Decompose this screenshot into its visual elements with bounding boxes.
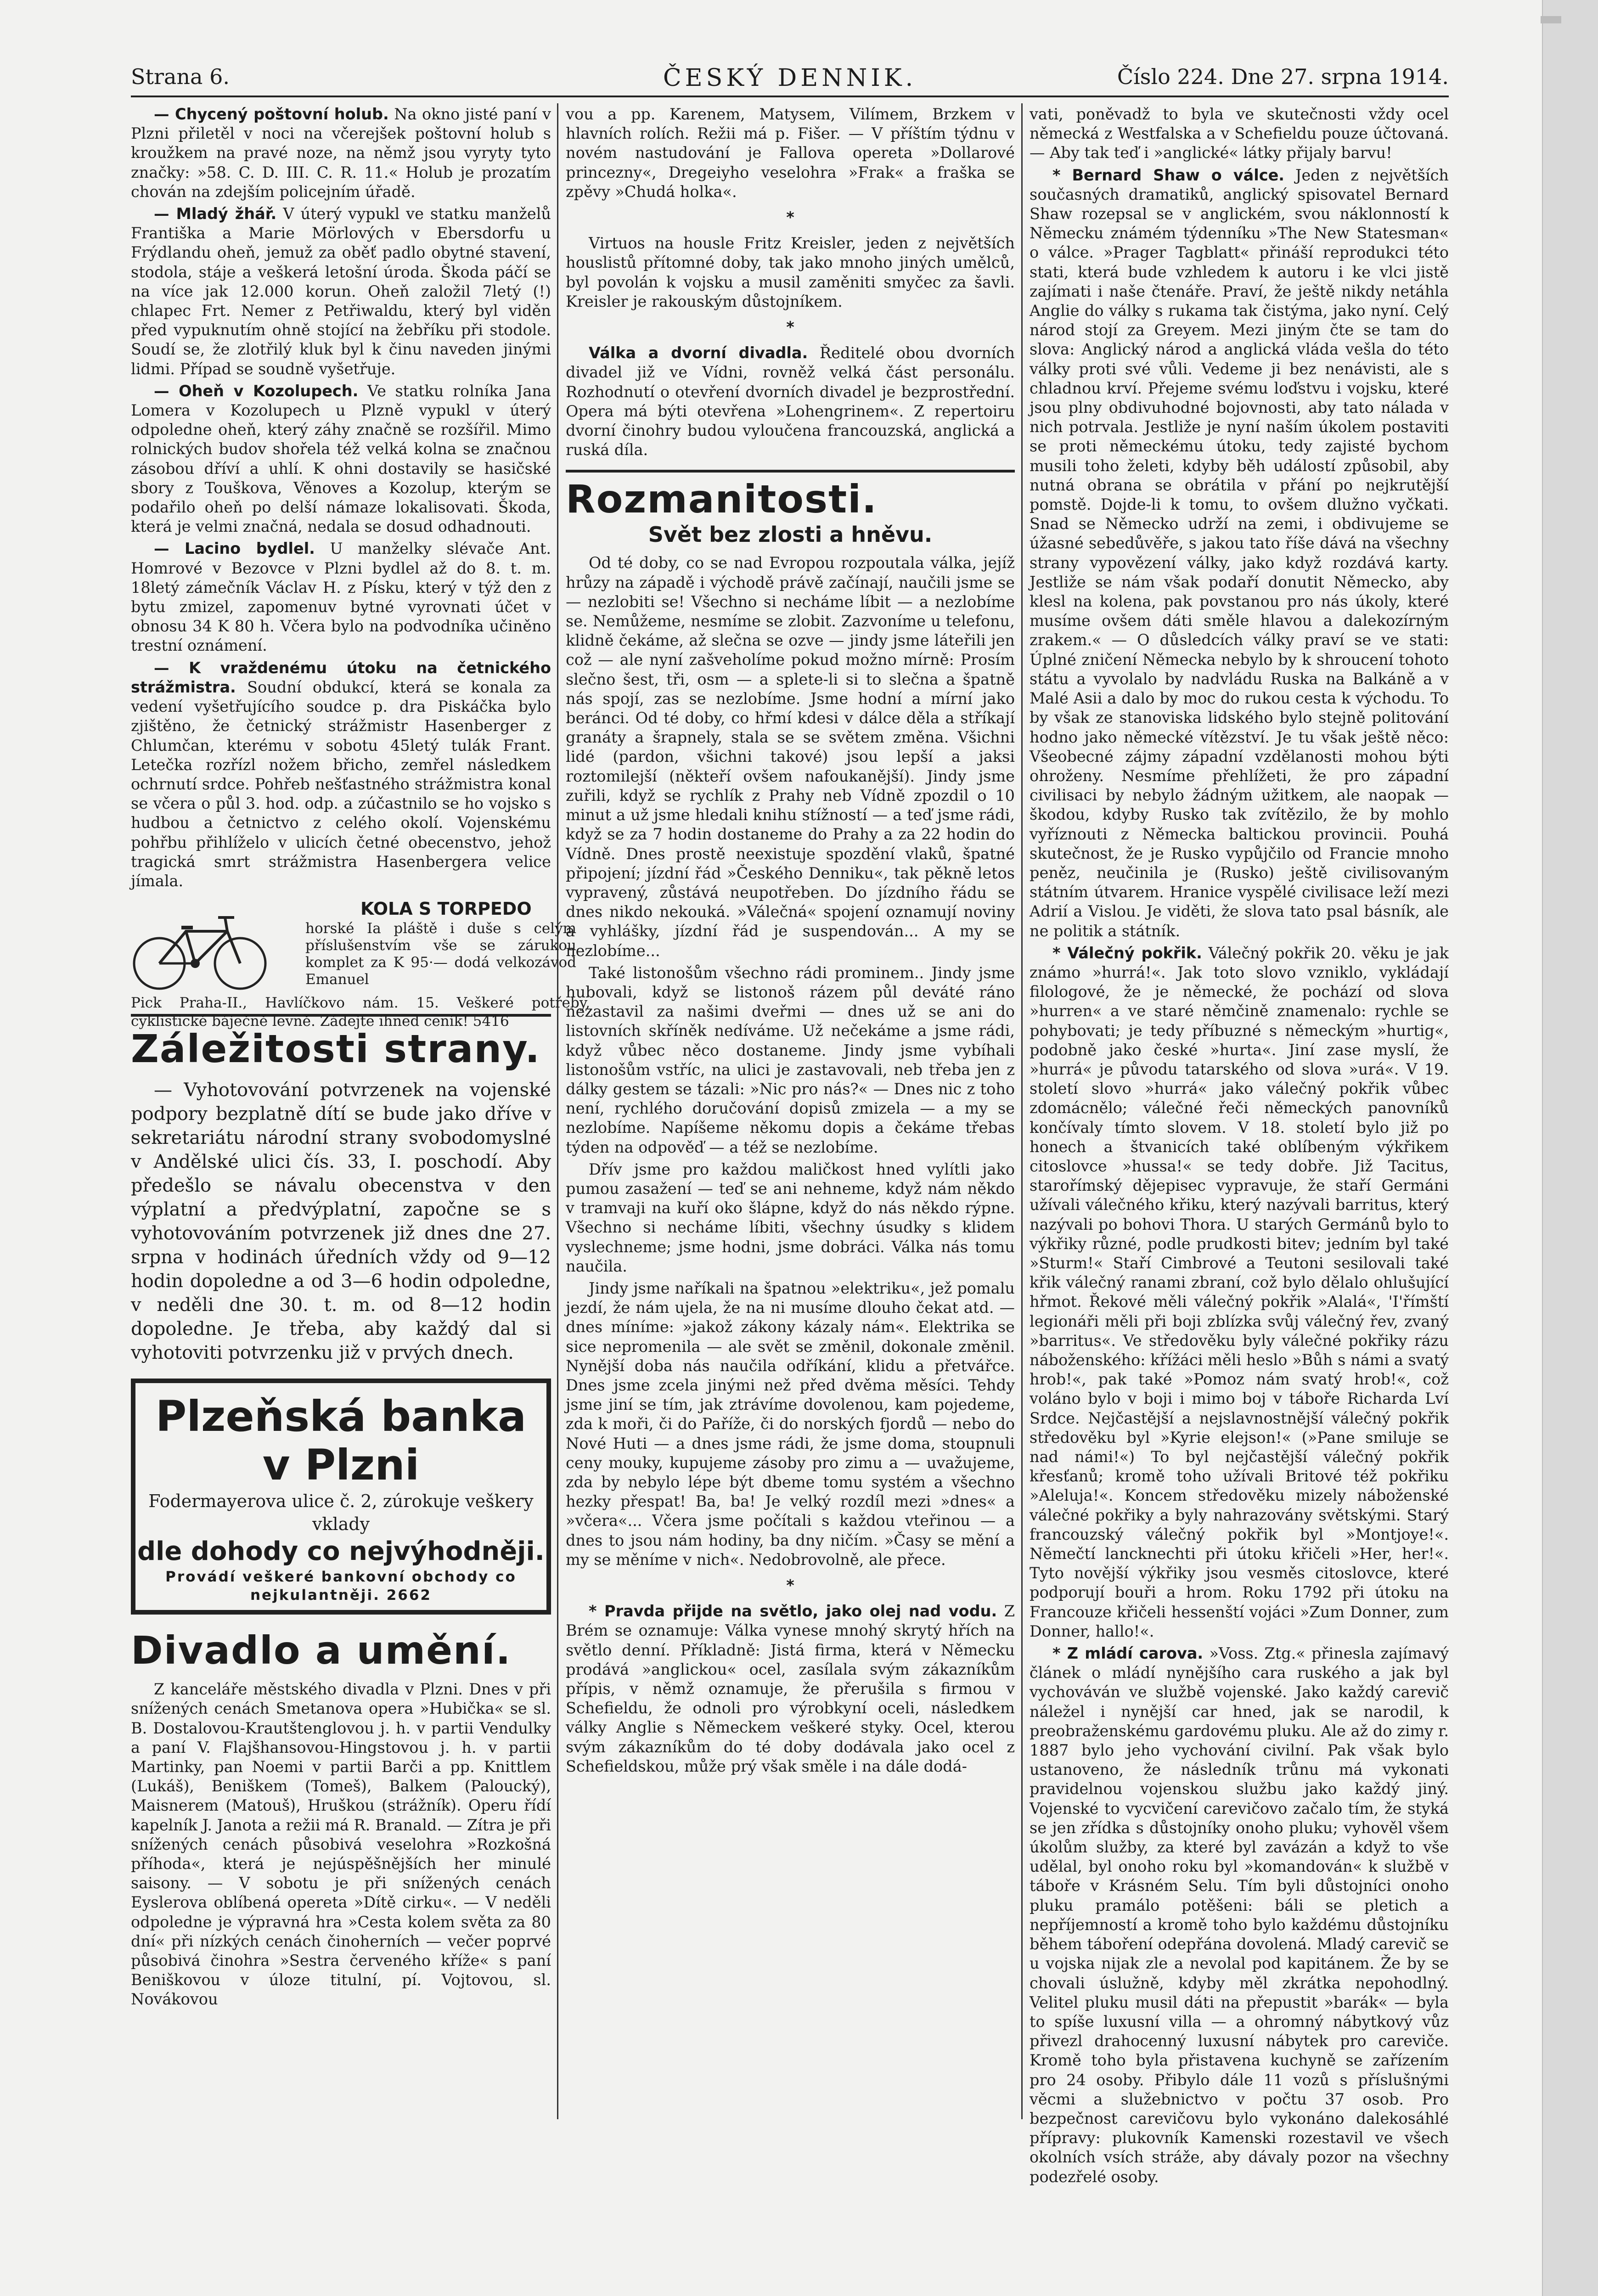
separator-star: * (786, 1576, 794, 1595)
page-edge (1542, 0, 1598, 2296)
bank-city: v Plzni (262, 1441, 420, 1490)
masthead-title: ČESKÝ DENNIK. (663, 64, 917, 92)
bank-footer: Provádí veškeré bankovní obchody co nejkulantněji. 2662 (165, 1569, 517, 1604)
article-pokrik: * Válečný pokřik. Válečný pokřik 20. věku je jak známo »hurrá!«. Jak toto slovo vzniklo, vykládají filologové, že je německé, že pochází od slova »hurren« a ve staré němčině znamenalo: rychle se pohybovati; je tedy příbuzné s německým »hurtig«, podobně jako české »hurtа«. Jiní zase myslí, že »hurrá« je původu tatarského od slova »urá«. V 19. století slovo »hurrá« jako válečný pokřik vůbec zdomácnělo; válečné řeči německých panovníků končívaly tímto slovem. V 18. století bylo již po honech a štvanicích také oblíbeným výkřikem citoslovce »hussa!« se tedy dobře. Již Tacitus, starořímský dějepisec vypravuje, že staří Germáni užívali válečného křiku, který nazývali barritus, který nazývali po bohovi Thora. U starých Germánů bylo to výkřiky různé, podle prudkosti bitev; jedním byl také »Sturm!« Staří Cimbrové a Teutoni sesilovali také křik válečný ranami zbraní, což bylo dělalo ohlušující hřmot. Řekové měli válečný pokřik »Alalá«, 'I'římští legionáři měli při boji zblízka svůj válečný řev, zvaný »barritus«. Ve středověku byly válečné pokřiky rázu náboženského: křížáci měli heslo »Bůh s námi a svatý hrob!«, pak také »Pomoz nám svatý hrob!«, což voláno bylo v boji i mimo boj v táboře Richarda Lví Srdce. Nejčastější a nejslavnostnější válečný pokřik středověku byl »Kyrie elejson!« (»Pane smiluje se nad námi!«) To byl nejčastější válečný pokřik křesťanů; kromě toho užívali Britové též pokřiku »Aleluja!«. Koncem středověku mizely náboženské válečné pokřiky a byly nahrazovány světskými. Starý francouzský válečný pokřik byl »Montjoye!«. Němečtí lancknechti při útoku křičeli »Her, her!«. Tyto novější výkřiky jsou vesměs citoslovce, které podporují bouři a hrom. Roku 1792 při útoku na Francouze křičeli hessenští vojáci »Zum Donner, zum Donner, hallo!«. (1030, 944, 1449, 1640)
section-rule (566, 470, 1015, 473)
article-pravda-cont: vati, poněvadž to byla ve skutečnosti vždy ocel německá z Westfalska a v Schefieldu pouze účtovaná. — Aby tak teď i »anglické« látky přijaly barvu! (1030, 105, 1449, 162)
ad-text-contact: Pick Praha-II., Havlíčkovo nám. 15. Veškeré potřeby, cyklistické báječně levně. Zádejte ihned ceník! 5416 (131, 995, 590, 1030)
column-1 (131, 105, 590, 2125)
article-potvrzenky: — Vyhotovování potvrzenek na vojenské podpory bezplatně dítí se bude jako dříve v sekretariátu národní strany svobodomyslné v Andělské ulici čís. 33, I. poschodí. Aby předešlo se návalu obecenstva v den výplatní a předvýplatní, započne se s vyhotovováním potvrzenek již dnes dne 27. srpna v hodinách úředních vždy od 9—12 hodin dopoledne a od 3—6 hodin odpoledne, v neděli dne 30. t. m. od 8—12 hodin dopoledne. Je třeba, aby každý dal si vyhotoviti potvrzenku již v prvých dnech. (131, 1080, 551, 1364)
page-number: Strana 6. (131, 64, 230, 89)
ad-text: horské Ia pláště i duše s celým příslušenstvím vše se zárukou komplet za K 95·— dodá velkozávod Emanuel (305, 920, 576, 988)
column-3 (1030, 105, 1449, 2186)
article-divadlo-cont: vou a pp. Karenem, Matysem, Vilímem, Brzkem v hlavních rolích. Režii má p. Fišer. — V příštím týdnu v novém nastudování je Fallova opereta »Dollarové princezny«, Dregeiyho veselohra »Frak« a fraška se zpěvy »Chudá holka«. (566, 105, 1015, 201)
article-zhar: — Mladý žhář. V úterý vypukl ve statku manželů Františka a Marie Mörlových v Ebersdorfu u Frýdlandu oheň, jemuž za oběť padlo obytné stavení, stodola, stáje a veškerá letošní úroda. Škoda páčí se na více jak 12.000 korun. Oheň založil 7letý (!) chlapec Frt. Nemer z Petřiwaldu, který byl viděn před vypuknutím ohně stojící na žebříku při stodole. Soudí se, že zlotřilý kluk byl k činu naveden jinými lidmi. Případ se soudně vyšetřuje. (131, 205, 551, 378)
article-divadlo: Z kanceláře městského divadla v Plzni. Dnes v při snížených cenách Smetanova opera »Hubička« se sl. B. Dostalovou-Krautštenglovou j. h. v partii Vendulky a paní V. Flajšhansovou-Hingstovou j. h. v partii Martinky, pan Noemi v partii Barči a pp. Knittlem (Lukáš), Beniškem (Tomeš), Balkem (Paloucký), Maisnerem (Matouš), Hruškou (strážník). Operu řídí kapelník J. Janota a režii má R. Branald. — Zítra je při snížených cenách působivá veselohra »Rozkošná příhoda«, která je nejúspěšnějších her minulé saisony. — V sobotu je při snížených cenách Eyslerova oblíbená opereta »Dítě cirku«. — V neděli odpoledne je výpravná hra »Cesta kolem světa za 80 dní« při nízkých cenách činoherních — večer poprvé působivá činohra »Sestra červeného kříže« s paní Beniškovou v úloze titulní, pí. Vojtovou, sl. Novákovou (131, 1680, 551, 2009)
separator-star: * (786, 208, 794, 227)
article-ohen: — Oheň v Kozolupech. Ve statku rolníka Jana Lomera v Kozolupech u Plzně vypukl v úterý odpoledne oheň, který záhy značně se rozšířil. Mimo rolnických budov shořela též velká kolna se značnou zásobou dříví a uhlí. K ohni dostavily se hasičské sbory z Touškova, Věnoves a Kozolup, kterým se podařilo oheň po delší námaze lokalisovati. Škoda, která je velmi značná, nedala se dosud odhadnouti. (131, 382, 551, 536)
article-bydlel: — Lacino bydlel. U manželky slévače Ant. Homrové v Bezovce v Plzni bydlel až do 8. t. m. 18letý zámečník Václav H. z Písku, který v týž den z bytu zmizel, zapomenuv bytné vyrovnati účet v obnosu 34 K 80 h. Včera bylo na podvodníka učiněno trestní oznámení. (131, 540, 551, 655)
article-paragraph: Dřív jsme pro každou maličkost hned vylítli jako pumou zasažení — teď se ani nehneme, když nám někdo v tramvaji na kuří oko šlápne, když do nás někdo rýpne. Všechno si necháme líbiti, všechny úsudky s klidem vyslechneme; jsme hodni, jsme dobráci. Válka nás tomu naučila. (566, 1160, 1015, 1275)
separator-star: * (786, 318, 794, 337)
column-divider (557, 103, 558, 2119)
column-2 (566, 105, 1015, 2125)
article-paragraph: Jindy jsme naříkali na špatnou »elektriku«, jež pomalu jezdí, že nám ujela, že na ni musíme dlouho čekat atd. — dnes míníme: »jakož zákony kázaly nám«. Elektrika se sice nepromenila — ale svět se změnil, dokonale změnil. Nynější doba nás naučila odříkání, klidu a přetvářce. Dnes jsme zcela jinými než před dvěma měsíci. Tehdy jsme jiní se tím, jak ztrávíme dovolenou, kam pojedeme, zda k moři, či do Paříže, či do norských fjordů — nebo do Nové Huti — a dnes jsme rádi, že jsme doma, stoupnuli ceny mouky, kupujeme zásoby pro zimu a — uvažujeme, zda by nebylo lépe být dbeme tomu systém a všechno hezky přespat! Ba, ba! Je velký rozdíl mezi »dnes« a »včera«... Včera jsme počítali s každou vteřinou — a dnes to jsou nám hodiny, ba dny ničím. »Časy se mění a my se měníme v nich«. Nedobrovolně, ale přece. (566, 1279, 1015, 1569)
bank-advertisement (131, 1379, 551, 1615)
column-divider (1021, 103, 1023, 2119)
section-title-divadlo: Divadlo a umění. (131, 1628, 512, 1673)
header-rule (131, 96, 1449, 97)
page-mark (1541, 16, 1561, 23)
article-kreisler: Virtuos na housle Fritz Kreisler, jeden z největších houslistů přítomné doby, tak jako mnoho jiných umělců, byl povolán k vojsku a musil zaměniti smyčec za šavli. Kreisler je rakouským důstojníkem. (566, 234, 1015, 310)
bank-name: Plzeňská banka (155, 1392, 527, 1441)
section-title-rozmanitosti: Rozmanitosti. (566, 477, 878, 522)
article-pravda: * Pravda přijde na světlo, jako olej nad vodu. Z Brém se oznamuje: Válka vynese mnohý skrytý hřích na světlo denní. Příkladně: Jistá firma, která v Německu prodává »anglickou« ocel, zasílala svým zákazníkům přípis, v němž oznamuje, že přerušila s firmou v Schefieldu, že odnoli pro výrobkyní oceli, následkem války Anglie s Německem veškeré styky. Ocel, kterou svým zákazníkům do té doby dodávala jako ocel z Schefieldskou, může prý však směle i na dále dodá- (566, 1602, 1015, 1775)
article-strazmistr: — K vraždenému útoku na četnického strážmistra. Soudní obdukcí, která se konala za vedení vyšetřujícího soudce p. dra Piskáčka bylo zjištěno, že četnický strážmistr Hasenberger z Chlumčan, kterému v sobotu 45letý tulák Frant. Letečka rozřízl nožem břicho, zemřel následkem ochrnutí srdce. Pohřeb nešťastného strážmistra konal se včera o půl 3. hod. odp. a zúčastnilo se ho vojsko s hudbou a četnictvo z celého okolí. Vojenskému pohřbu přihlíželo v ulicích četné obecenstvo, jehož tragická smrt strážmistra Hasenbergera velice jímala. (131, 658, 551, 890)
article-headline: Svět bez zlosti a hněvu. (648, 522, 933, 547)
section-title-strana: Záležitosti strany. (131, 1026, 541, 1072)
article-dvorni-divadla: Válka a dvorní divadla. Ředitelé obou dvorních divadel již ve Vídni, rovněž velká část personálu. Rozhodnutí o otevření dvorních divadel je bezprostřední. Opera má býti otevřena »Lohengrinem«. Z repertoiru dvorní činohry budou vyloučena francouzská, anglická a ruská díla. (566, 344, 1015, 459)
page-header (131, 64, 1449, 96)
article-shaw: * Bernard Shaw o válce. Jeden z největších současných dramatiků, anglický spisovatel Bernard Shaw rozepsal se v anglickém, svou náklonností k Německu známém týdenníku »The New Statesman« o válce. »Prager Tagblatt« přináší reprodukci této stati, která bude vzhledem k autoru i ke vlci jistě zajímati i naše čtenáře. Praví, že ještě nikdy netáhla Anglie do války s rukama tak čistýma, jako nyní. Celý národ stojí za Greyem. Mezi jiným čte se tam do slova: Anglický národ a anglická vláda vešla do této války proti své vůli. Vedeme ji bez nenávisti, ale s chladnou krví. Přejeme svému loďstvu i vojsku, které jsou plny obdivuhodné bojovnosti, aby tato náladа v nich potrvala. Jestliže je nyní naším úkolem postaviti se proti německému útoku, tedy zajisté bychom musili toho želeti, kdyby běh událostí způsobil, aby nutná obrana se obrátila v přání po nejkrutější pomstě. Dojde-li k tomu, to ovšem dlužno vyčkati. Snad se Německo udrží na zemi, i obdivujeme se úžasné sebedůvěře, s jakou tato říše dává na všechny strany vypovězení války, jako když rozdává karty. Jestliže se nám však podaří donutit Německo, aby klesl na kolena, pak povstanou pro nás úkoly, které musíme ovšem dáti směle hlavou a dalekozírným zrakem.« — O důsledcích války praví se ve stati: Úplné zničení Německa nebylo by k shroucení tohoto státu a vyvolalo by nadvládu Ruska na Balkáně a v Malé Asii a dalo by moc do rukou cesta k východu. To by však ze stanoviska lidského bylo stejně politování hodno jako německé vítězství. Je tu však ještě něco: Všeobecné zájmy západní vzdělanosti mohou býti ohroženy. Nesmíme přehlížeti, že pro západní civilisaci by nebylo žádným užitkem, ale naopak — škodou, kdyby Rusko tak zvítězilo, že by mohlo vyříznouti z Německa baltickou provincii. Pouhá skutečnost, že je Rusko vypůjčilo od Francie mnoho peněz, neučinila je (Rusko) ještě civilisovaným státním útvarem. Hranice vyspělé civilisace leží mezi Adrií a Vislou. Je viděti, že slova tato psal básník, ale ne politik a státník. (1030, 166, 1449, 940)
article-carevic: * Z mládí carova. »Voss. Ztg.« přinesla zajímavý článek o mládí nynějšího cara ruského a jak byl vychováván ve službě vojenské. Jako každý carevič náležel i nynější car hned, jak se narodil, k preobraženskému gardovému pluku. Ale až do zimy r. 1887 bylo jeho vychování civilní. Pak však bylo ustanoveno, že následník trůnu má vykonati pravidelnou vojenskou službu jako každý jiný. Vojenské to vycvičení carevičovo začalo tím, že styká se jen zřídka s důstojníky onoho pluku; vyhověl všem úkolům služby, za které byl zavázán a když to vše udělal, byl onoho roku byl »komandován« k službě v táboře v Krásném Selu. Tím byli důstojníci onoho pluku pramálo potěšeni: báli se pletich a nepříjemností a kromě toho bylo každému důstojníku během táboření odepřána dovolená. Mladý carevič se u vojska nijak zle a nevolal pod kapitánem. Že by se chovali úslužně, kdyby měl zkrátka nepohodlný. Velitel pluku musil dáti na přepustit »barák« — byla to spíše luxusní villa — a ohromný nábytkový vůz přivezl drahocenný luxusní nábytek pro careviče. Kromě toho byla přistavena kuchyně se zařízením pro 24 osoby. Přibylo dále 11 vozů s příslušnými věcmi a služebnictvo v počtu 37 osob. Pro bezpečnost carevičovu bylo vykonáno dalekosáhlé přípravy: plukovník Kamenski rozestavil ve všech okolních vsích stráže, aby dávaly pozor na všechny podezřelé osoby. (1030, 1644, 1449, 2186)
article-paragraph: Od té doby, co se nad Evropou rozpoutala válka, jejíž hrůzy na západě i východě právě začínají, naučili jsme se — nezlobiti se! Všechno si necháme líbit — a nezlobíme se. Nemůžeme, nesmíme se zlobit. Zazvoníme u telefonu, klidně čekáme, až slečna se ozve — jindy jsme láteřili jen což — ale nyní zašveholíme pokud možno mírně: Prosím slečno šest, tři, osm — a splete-li si to slečna a špatně nás spojí, zas se nezlobíme. Jsme hodní a mírní jako beránci. Od té doby, co hřmí kdesi v dálce děla a stříkají granáty a šrapnely, stala se se světem změna. Všichni lidé (pardon, všichni takové) jsou lepší a jaksi roztomilejší (někteří ovšem nafoukanější). Jindy jsme zuřili, když se rychlík z Prahy neb Vídně zpozdil o 10 minut a už jsme hledali knihu stížností — a teď jsme rádi, když se za 7 hodin dostaneme do Prahy a za 22 hodin do Vídně. Dnes prostě neexistuje spozdění vlaků, špatné připojení; jízdní řád »Českého Denniku«, tak pěkně letos vypravený, zůstává neupotřeben. Do jízdního řádu se dnes nikdo nekouká. »Válečná« spojení oznamují noviny a vyhlášky, jízdní řád je suspendován... A my se nezlobíme... (566, 554, 1015, 960)
bicycle-advertisement (131, 899, 590, 1030)
ad-title: KOLA S TORPEDO (360, 899, 532, 919)
article-holub: — Chycený poštovní holub. Na okno jisté paní v Plzni přiletěl v noci na včerejšek poštovní holub s kroužkem na pravé noze, na němž jsou vyryty tyto značky: »58. C. D. III. C. R. 11.« Holub je prozatím chován na zdejším policejním úřadě. (131, 105, 551, 201)
article-paragraph: Také listonošům všechno rádi prominem.. Jindy jsme hubovali, když se listonoš rázem půl deváté ráno nezastavil za našimi dveřmi — dnes už se ani do listovních skříněk nedíváme. Už nečekáme a jsme rádi, když vůbec něco dostaneme. Jindy jsme vybíhali listonošům vstříc, na ulici je zastavovali, neb třeba jen z dálky gestem se tázali: »Nic pro nás?« — Dnes nic z toho není, rychlého doručování dopisů zmizela — a my se nezlobíme. Napíšeme někomu dopis a čekáme třebas týden na odpověď — a též se nezlobíme. (566, 963, 1015, 1156)
bank-slogan: dle dohody co nejvýhodněji. (137, 1536, 545, 1567)
issue-date: Číslo 224. Dne 27. srpna 1914. (1117, 64, 1449, 89)
bicycle-icon (131, 899, 269, 996)
bank-address: Fodermayerova ulice č. 2, zúrokuje veškery vklady (148, 1491, 534, 1535)
